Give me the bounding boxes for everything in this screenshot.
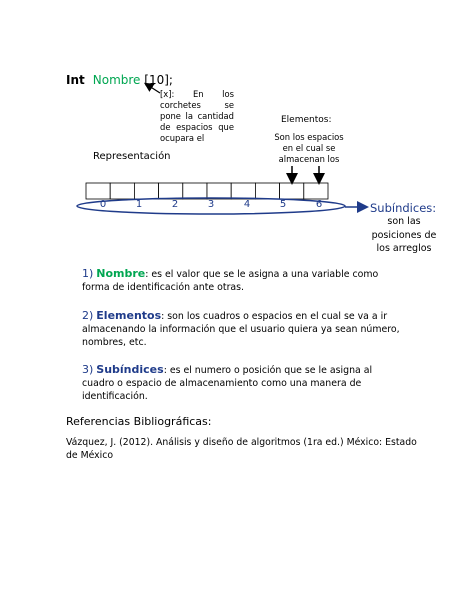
subindex-label: 6: [315, 199, 323, 210]
array-cell: [134, 183, 158, 199]
array-size-brackets: [10];: [144, 73, 173, 87]
subindex-label: 5: [279, 199, 287, 210]
item-definition: : es el valor que se le asigna a una variable como forma de identificación ante otras.: [82, 269, 379, 293]
references-title: Referencias Bibliográficas:: [66, 415, 212, 428]
item-term: Nombre: [96, 267, 146, 280]
array-cell: [183, 183, 207, 199]
array-cell: [280, 183, 304, 199]
item-definition: : es el numero o posición que se le asigna al cuadro o espacio de almacenamiento como una manera de identificación.: [82, 365, 373, 402]
subindex-label: 4: [243, 199, 251, 210]
item-term: Elementos: [96, 309, 162, 322]
array-cell: [207, 183, 231, 199]
subindices-description: son las posiciones de los arreglos: [371, 216, 437, 254]
type-keyword: Int: [66, 73, 85, 87]
subindex-label: 2: [171, 199, 179, 210]
item-number: 3): [82, 363, 94, 376]
definition-item-subindices: [82, 363, 402, 403]
reference-entry: Vázquez, J. (2012). Análisis y diseño de algoritmos (1ra ed.) México: Estado de México: [66, 437, 417, 461]
item-term: Subíndices: [96, 363, 164, 376]
array-cell: [304, 183, 328, 199]
item-number: 2): [82, 309, 94, 322]
subindices-title: Subíndices:: [370, 201, 437, 215]
array-declaration: [66, 73, 173, 87]
subindex-label: 1: [135, 199, 143, 210]
array-cell: [86, 183, 110, 199]
subindex-label: 3: [207, 199, 215, 210]
definition-item-elements: [82, 309, 402, 349]
array-cell: [231, 183, 255, 199]
array-cell: [159, 183, 183, 199]
array-cell: [255, 183, 279, 199]
item-number: 1): [82, 267, 94, 280]
representation-label: Representación: [93, 151, 171, 162]
elements-title: Elementos:: [281, 115, 332, 125]
array-cell: [110, 183, 134, 199]
elements-description: Son los espacios en el cual se almacenan los: [274, 132, 344, 164]
array-name: Nombre: [92, 73, 141, 87]
definition-item-name: [82, 267, 402, 294]
bracket-note: [x]: En los corchetes se pone la cantidad de espacios que ocupara el: [160, 89, 234, 143]
array-cells: [86, 183, 328, 199]
item-definition: : son los cuadros o espacios en el cual se va a ir almacenando la información que el usuario quiera ya sean número, nombres, etc.: [82, 311, 400, 348]
subindex-label: 0: [99, 199, 107, 210]
